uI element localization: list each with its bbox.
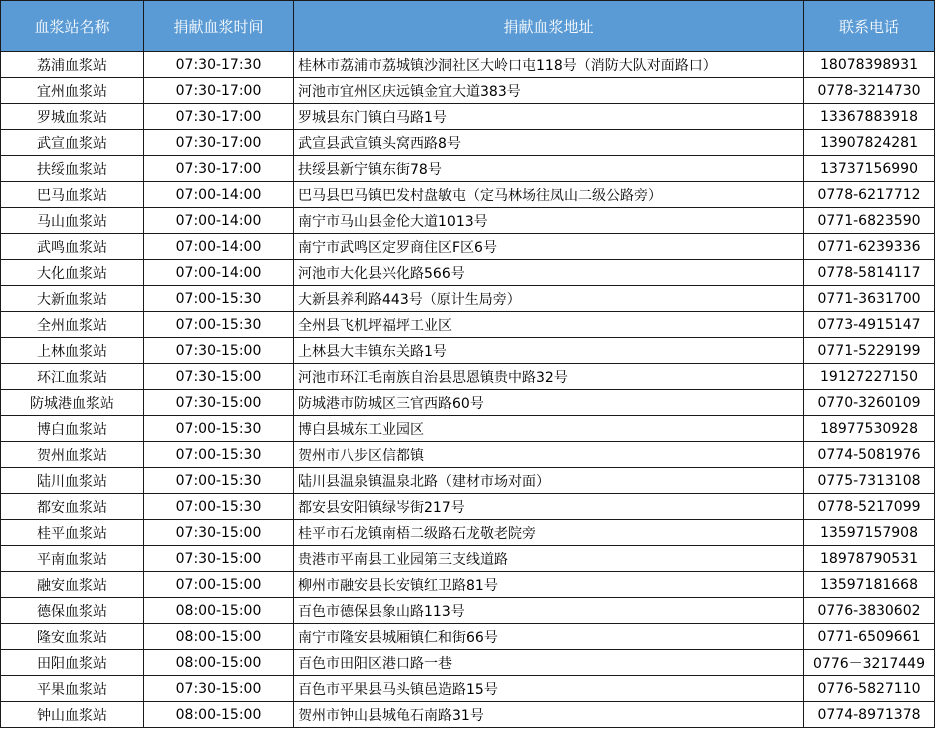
phone-cell[interactable]: 0771-6823590: [804, 208, 935, 234]
table-row: [1, 156, 935, 182]
donation-time-cell[interactable]: 07:30-17:00: [144, 130, 294, 156]
header-donation-time[interactable]: 捐献血浆时间: [144, 1, 294, 52]
table-row: [1, 364, 935, 390]
station-name-cell[interactable]: 田阳血浆站: [1, 650, 144, 676]
table-row: [1, 702, 935, 728]
phone-cell[interactable]: 18977530928: [804, 416, 935, 442]
address-cell[interactable]: 贵港市平南县工业园第三支线道路: [294, 546, 804, 572]
phone-cell[interactable]: 13737156990: [804, 156, 935, 182]
donation-time-cell[interactable]: 08:00-15:00: [144, 702, 294, 728]
donation-time-cell[interactable]: 07:00-14:00: [144, 182, 294, 208]
donation-time-cell[interactable]: 07:30-15:00: [144, 338, 294, 364]
address-cell[interactable]: 百色市平果县马头镇邑造路15号: [294, 676, 804, 702]
phone-cell[interactable]: 0771-6509661: [804, 624, 935, 650]
station-name-cell[interactable]: 武鸣血浆站: [1, 234, 144, 260]
station-name-cell[interactable]: 桂平血浆站: [1, 520, 144, 546]
table-row: [1, 182, 935, 208]
table-row: [1, 572, 935, 598]
address-cell[interactable]: 百色市德保县象山路113号: [294, 598, 804, 624]
header-station-name[interactable]: 血浆站名称: [1, 1, 144, 52]
station-name-cell[interactable]: 大新血浆站: [1, 286, 144, 312]
header-donation-address[interactable]: 捐献血浆地址: [294, 1, 804, 52]
donation-time-cell[interactable]: 07:30-15:00: [144, 520, 294, 546]
phone-cell[interactable]: 13367883918: [804, 104, 935, 130]
address-cell[interactable]: 巴马县巴马镇巴发村盘敏屯（定马林场往凤山二级公路旁）: [294, 182, 804, 208]
table-row: [1, 260, 935, 286]
address-cell[interactable]: 南宁市隆安县城厢镇仁和街66号: [294, 624, 804, 650]
address-cell[interactable]: 全州县飞机坪福坪工业区: [294, 312, 804, 338]
address-cell[interactable]: 陆川县温泉镇温泉北路（建材市场对面）: [294, 468, 804, 494]
address-cell[interactable]: 河池市大化县兴化路566号: [294, 260, 804, 286]
address-cell[interactable]: 防城港市防城区三官西路60号: [294, 390, 804, 416]
table-row: [1, 416, 935, 442]
station-name-cell[interactable]: 平南血浆站: [1, 546, 144, 572]
address-cell[interactable]: 大新县养利路443号（原计生局旁）: [294, 286, 804, 312]
table-body: [1, 52, 935, 728]
table-row: [1, 104, 935, 130]
phone-cell[interactable]: 13907824281: [804, 130, 935, 156]
address-cell[interactable]: 武宣县武宣镇头窝西路8号: [294, 130, 804, 156]
table-row: [1, 650, 935, 676]
table-row: [1, 442, 935, 468]
address-cell[interactable]: 河池市环江毛南族自治县思恩镇贵中路32号: [294, 364, 804, 390]
address-cell[interactable]: 博白县城东工业园区: [294, 416, 804, 442]
station-name-cell[interactable]: 扶绥血浆站: [1, 156, 144, 182]
address-cell[interactable]: 河池市宜州区庆远镇金宜大道383号: [294, 78, 804, 104]
phone-cell[interactable]: 0775-7313108: [804, 468, 935, 494]
header-contact-phone[interactable]: 联系电话: [804, 1, 935, 52]
station-name-cell[interactable]: 武宣血浆站: [1, 130, 144, 156]
station-name-cell[interactable]: 德保血浆站: [1, 598, 144, 624]
phone-cell[interactable]: 18978790531: [804, 546, 935, 572]
donation-time-cell[interactable]: 07:00-14:00: [144, 208, 294, 234]
table-row: [1, 494, 935, 520]
station-name-cell[interactable]: 大化血浆站: [1, 260, 144, 286]
station-name-cell[interactable]: 博白血浆站: [1, 416, 144, 442]
phone-cell[interactable]: 0776－3217449: [804, 650, 935, 676]
phone-cell[interactable]: 0771-3631700: [804, 286, 935, 312]
donation-time-cell[interactable]: 07:30-15:00: [144, 390, 294, 416]
donation-time-cell[interactable]: 07:30-15:00: [144, 364, 294, 390]
phone-cell[interactable]: 0778-5217099: [804, 494, 935, 520]
donation-time-cell[interactable]: 08:00-15:00: [144, 650, 294, 676]
header-row: [1, 1, 935, 52]
station-name-cell[interactable]: 上林血浆站: [1, 338, 144, 364]
address-cell[interactable]: 扶绥县新宁镇东街78号: [294, 156, 804, 182]
station-name-cell[interactable]: 贺州血浆站: [1, 442, 144, 468]
phone-cell[interactable]: 0771-6239336: [804, 234, 935, 260]
donation-time-cell[interactable]: 07:30-17:30: [144, 52, 294, 78]
phone-cell[interactable]: 0774-8971378: [804, 702, 935, 728]
phone-cell[interactable]: 19127227150: [804, 364, 935, 390]
station-name-cell[interactable]: 平果血浆站: [1, 676, 144, 702]
donation-time-cell[interactable]: 07:00-14:00: [144, 234, 294, 260]
station-name-cell[interactable]: 陆川血浆站: [1, 468, 144, 494]
table-row: [1, 312, 935, 338]
address-cell[interactable]: 桂平市石龙镇南梧二级路石龙敬老院旁: [294, 520, 804, 546]
phone-cell[interactable]: 13597157908: [804, 520, 935, 546]
station-name-cell[interactable]: 马山血浆站: [1, 208, 144, 234]
donation-time-cell[interactable]: 07:00-14:00: [144, 260, 294, 286]
phone-cell[interactable]: 0774-5081976: [804, 442, 935, 468]
donation-time-cell[interactable]: 07:30-17:00: [144, 104, 294, 130]
table-row: [1, 598, 935, 624]
station-name-cell[interactable]: 融安血浆站: [1, 572, 144, 598]
table-row: [1, 52, 935, 78]
address-cell[interactable]: 都安县安阳镇绿岑街217号: [294, 494, 804, 520]
table-row: [1, 676, 935, 702]
station-name-cell[interactable]: 钟山血浆站: [1, 702, 144, 728]
address-cell[interactable]: 上林县大丰镇东关路1号: [294, 338, 804, 364]
station-name-cell[interactable]: 防城港血浆站: [1, 390, 144, 416]
address-cell[interactable]: 柳州市融安县长安镇红卫路81号: [294, 572, 804, 598]
station-name-cell[interactable]: 全州血浆站: [1, 312, 144, 338]
donation-time-cell[interactable]: 07:30-17:00: [144, 78, 294, 104]
phone-cell[interactable]: 0778-6217712: [804, 182, 935, 208]
address-cell[interactable]: 罗城县东门镇白马路1号: [294, 104, 804, 130]
donation-time-cell[interactable]: 07:30-17:00: [144, 156, 294, 182]
phone-cell[interactable]: 0776-5827110: [804, 676, 935, 702]
table-row: [1, 234, 935, 260]
phone-cell[interactable]: 0776-3830602: [804, 598, 935, 624]
donation-time-cell[interactable]: 07:00-15:30: [144, 442, 294, 468]
donation-time-cell[interactable]: 07:00-15:30: [144, 468, 294, 494]
station-name-cell[interactable]: 罗城血浆站: [1, 104, 144, 130]
address-cell[interactable]: 百色市田阳区港口路一巷: [294, 650, 804, 676]
table-row: [1, 286, 935, 312]
station-name-cell[interactable]: 都安血浆站: [1, 494, 144, 520]
table-row: [1, 624, 935, 650]
table-row: [1, 78, 935, 104]
phone-cell[interactable]: 0770-3260109: [804, 390, 935, 416]
phone-cell[interactable]: 18078398931: [804, 52, 935, 78]
address-cell[interactable]: 南宁市武鸣区定罗商住区F区6号: [294, 234, 804, 260]
donation-time-cell[interactable]: 07:30-15:00: [144, 546, 294, 572]
donation-time-cell[interactable]: 07:00-15:30: [144, 494, 294, 520]
table-row: [1, 208, 935, 234]
donation-time-cell[interactable]: 07:00-15:30: [144, 312, 294, 338]
address-cell[interactable]: 贺州市钟山县城龟石南路31号: [294, 702, 804, 728]
address-cell[interactable]: 桂林市荔浦市荔城镇沙洞社区大岭口屯118号（消防大队对面路口）: [294, 52, 804, 78]
donation-time-cell[interactable]: 07:00-15:30: [144, 416, 294, 442]
phone-cell[interactable]: 0778-5814117: [804, 260, 935, 286]
donation-time-cell[interactable]: 08:00-15:00: [144, 624, 294, 650]
phone-cell[interactable]: 0771-5229199: [804, 338, 935, 364]
table-row: [1, 390, 935, 416]
phone-cell[interactable]: 13597181668: [804, 572, 935, 598]
station-name-cell[interactable]: 巴马血浆站: [1, 182, 144, 208]
donation-time-cell[interactable]: 07:00-15:00: [144, 572, 294, 598]
table-row: [1, 338, 935, 364]
table-row: [1, 546, 935, 572]
station-name-cell[interactable]: 荔浦血浆站: [1, 52, 144, 78]
donation-time-cell[interactable]: 07:00-15:30: [144, 286, 294, 312]
address-cell[interactable]: 南宁市马山县金伦大道1013号: [294, 208, 804, 234]
phone-cell[interactable]: 0773-4915147: [804, 312, 935, 338]
station-name-cell[interactable]: 环江血浆站: [1, 364, 144, 390]
table-row: [1, 130, 935, 156]
phone-cell[interactable]: 0778-3214730: [804, 78, 935, 104]
station-name-cell[interactable]: 宜州血浆站: [1, 78, 144, 104]
address-cell[interactable]: 贺州市八步区信都镇: [294, 442, 804, 468]
donation-time-cell[interactable]: 08:00-15:00: [144, 598, 294, 624]
station-name-cell[interactable]: 隆安血浆站: [1, 624, 144, 650]
donation-time-cell[interactable]: 07:30-15:00: [144, 676, 294, 702]
table-row: [1, 468, 935, 494]
table-row: [1, 520, 935, 546]
